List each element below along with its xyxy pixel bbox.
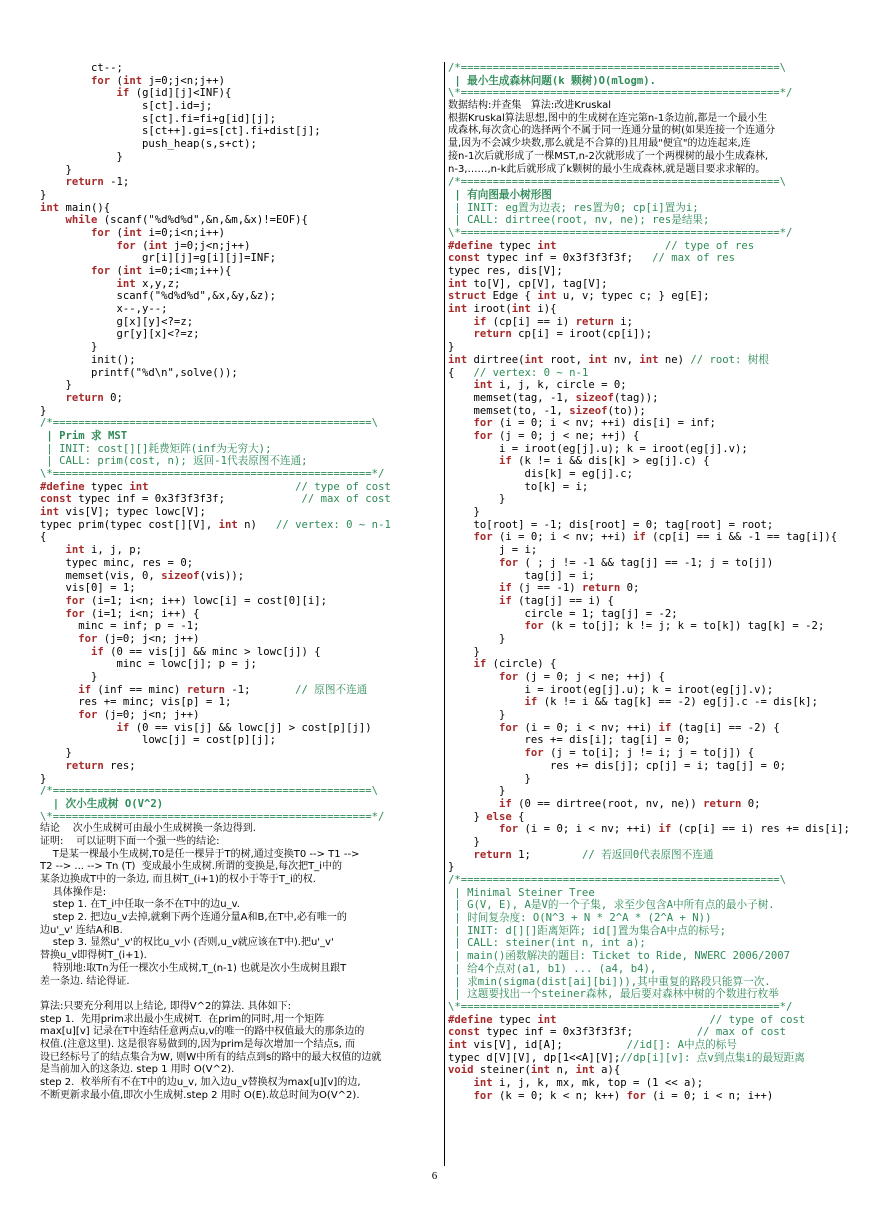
left-column-line: init(); (40, 353, 136, 366)
right-column-line: } (448, 645, 480, 658)
right-column-line: | 给4个点对(a1, b1) ... (a4, b4), (448, 962, 657, 975)
right-column-line: res += dis[i]; tag[i] = 0; (448, 734, 691, 747)
right-column-line: | INIT: d[][]距离矩阵; id[]置为集合A中点的标号; (448, 924, 727, 937)
right-column-line: | main()函数解决的题目: Ticket to Ride, NWERC 2006/2007 (448, 950, 791, 963)
right-column-line: int to[V], cp[V], tag[V]; (448, 277, 608, 290)
left-column-line: if (inf == minc) return -1; // 原图不连通 (78, 683, 368, 696)
left-column-line: for (int i=0;i<n;i++) (91, 226, 225, 239)
left-column-line: if (0 == vis[j] && lowc[j] > cost[p][j]) (116, 721, 372, 734)
right-column-line: } (448, 506, 480, 519)
left-column-line: } (40, 188, 47, 201)
left-column-line: for (int j=0;j<n;j++) (91, 74, 225, 87)
left-column-line: 权值.(注意这里). 这是很容易做到的,因为prim是每次增加一个结点s, 而 (40, 1038, 356, 1050)
right-column-line: 数据结构:并查集 算法:改进Kruskal (448, 100, 612, 112)
right-column-line: res += dis[j]; cp[j] = i; tag[j] = 0; (448, 759, 787, 772)
right-column-line: for (j = 0; j < ne; ++j) { (473, 429, 640, 442)
right-column-line: } (448, 341, 455, 354)
right-column-line: \*==================================================*/ (448, 226, 793, 239)
right-column-line: } (448, 709, 506, 722)
left-column-line: return 0; (65, 391, 123, 404)
left-column-line: } (40, 341, 98, 354)
left-column-line: 算法:只要充分利用以上结论, 即得V^2的算法. 具体如下: (40, 1000, 292, 1012)
right-column-line: } else { (448, 810, 525, 823)
right-column-line: typec res, dis[V]; (448, 265, 563, 277)
left-column-line: } (40, 747, 72, 760)
left-column-line: | INIT: cost[][]耗费矩阵(inf为无穷大); (40, 442, 272, 455)
right-column-line: /*==================================================\ (448, 176, 787, 189)
left-column-line: s[ct++].gi=s[ct].fi+dist[j]; (40, 125, 321, 138)
left-column-line: T2 --> ... --> Tn (T) 变成最小生成树.所谓的变换是,每次把T_i中的 (40, 861, 343, 873)
left-column-line: 特别地:取Tn为任一棵次小生成树,T_(n-1) 也就是次小生成树且跟T (40, 962, 347, 974)
left-column-line: push_heap(s,s+ct); (40, 138, 257, 151)
left-column-line: step 1. 在T_i中任取一条不在T中的边u_v. (40, 899, 240, 911)
right-column (448, 62, 850, 1102)
left-column-line: scanf("%d%d%d",&x,&y,&z); (40, 290, 276, 303)
left-column-line: 不断更新求最小值,即次小生成树.step 2 用时 O(E).故总时间为O(V^2). (40, 1089, 360, 1101)
left-column-line: for (int i=0;i<m;i++){ (91, 265, 232, 277)
right-column-line: for ( ; j != -1 && tag[j] == -1; j = to[j]) (499, 556, 774, 569)
left-column-line: T是某一棵最小生成树,T0是任一棵异于T的树,通过变换T0 --> T1 --> (40, 848, 360, 860)
left-column-line (40, 988, 442, 1001)
left-column-line: 具体操作是: (40, 886, 107, 898)
right-column-line: const typec inf = 0x3f3f3f3f; // max of res (448, 252, 736, 265)
right-column-line: | CALL: dirtree(root, nv, ne); res是结果; (448, 214, 710, 227)
left-column-line: } (40, 772, 47, 785)
left-column-line: } (40, 163, 72, 176)
left-column-line: typec minc, res = 0; (40, 556, 194, 569)
left-column-line: step 2. 把边u_v去掉,就剩下两个连通分量A和B,在T中,必有唯一的 (40, 912, 347, 924)
right-column-line: } (448, 835, 480, 848)
right-column-line: | CALL: steiner(int n, int a); (448, 937, 646, 950)
left-column-line: step 1. 先用prim求出最小生成树T. 在prim的同时,用一个矩阵 (40, 1013, 325, 1025)
left-column-line: gr[i][j]=g[i][j]=INF; (40, 252, 276, 265)
left-column-line: | 次小生成树 O(V^2) (40, 797, 164, 810)
right-column-line: int iroot(int i){ (448, 303, 557, 316)
left-column-line: memset(vis, 0, sizeof(vis)); (40, 569, 245, 582)
right-column-line: for (i = 0; i < nv; ++i) if (cp[i] == i) res += dis[i]; (499, 823, 850, 836)
right-column-line: for (k = to[j]; k != j; k = to[k]) tag[k] = -2; (524, 620, 825, 633)
right-column-line: | 求min(sigma(dist[ai][bi])),其中重复的路段只能算一次. (448, 975, 771, 988)
right-column-line: n-3,……,n-k此后就形成了k颗树的最小生成森林,就是题目要求求解的。 (448, 163, 766, 175)
right-column-line: if (tag[j] == i) { (499, 594, 614, 607)
right-column-line: for (j = to[i]; j != i; j = to[j]) { (524, 747, 755, 760)
right-column-line: circle = 1; tag[j] = -2; (448, 607, 678, 620)
left-column-line: int vis[V]; typec lowc[V]; (40, 506, 206, 519)
right-column-line: if (0 == dirtree(root, nv, ne)) return 0; (499, 797, 761, 810)
left-column-line: 设已经标号了的结点集合为W, 则W中所有的结点到s的路中的最大权值的边就 (40, 1051, 382, 1063)
right-column-line: { // vertex: 0 ~ n-1 (448, 366, 589, 379)
right-column-line: } (448, 861, 455, 874)
right-column-line: const typec inf = 0x3f3f3f3f; // max of cost (448, 1026, 787, 1039)
right-column-line: int i, j, k, mx, mk, top = (1 << a); (473, 1077, 704, 1089)
left-column-line: g[x][y]<?=z; (40, 315, 194, 328)
right-column-line: for (k = 0; k < n; k++) for (i = 0; i < n; i++) (473, 1089, 774, 1102)
right-column-line: | Minimal Steiner Tree (448, 886, 595, 899)
column-divider (444, 62, 445, 1166)
left-column-line: const typec inf = 0x3f3f3f3f; // max of cost (40, 493, 391, 506)
right-column-line: dis[k] = eg[j].c; (448, 468, 633, 480)
right-column-line: if (j == -1) return 0; (499, 582, 640, 595)
left-column-line: step 2. 枚举所有不在T中的边u_v, 加入边u_v替换权为max[u][v]的边, (40, 1077, 361, 1088)
left-column-line: | Prim 求 MST (40, 429, 128, 442)
right-column-line: memset(tag, -1, sizeof(tag)); (448, 391, 659, 404)
left-column-line: for (j=0; j<n; j++) (78, 632, 200, 645)
right-column-line: memset(to, -1, sizeof(to)); (448, 404, 646, 417)
left-column-line: int main(){ (40, 201, 111, 214)
left-column-line: if (0 == vis[j] && minc > lowc[j]) { (91, 645, 321, 658)
right-column-line: tag[j] = i; (448, 569, 595, 582)
right-column-line: for (i = 0; i < nv; ++i) dis[i] = inf; (473, 417, 716, 430)
left-column-line: \*==================================================*/ (40, 810, 385, 823)
right-column-line: /*==================================================\ (448, 62, 787, 74)
right-column-line: #define typec int // type of res (448, 239, 755, 252)
right-column-line: | 时间复杂度: O(N^3 + N * 2^A * (2^A + N)) (448, 912, 712, 925)
right-column-line: typec d[V][V], dp[1<<A][V];//dp[i][v]: 点v到点集i的最短距离 (448, 1051, 805, 1064)
right-column-line: j = i; (448, 544, 538, 557)
left-column-line: for (i=1; i<n; i++) lowc[i] = cost[0][i]; (65, 594, 328, 607)
right-column-line: if (circle) { (473, 658, 557, 671)
right-column-line: /*==================================================\ (448, 874, 787, 886)
left-column-line: for (int j=0;j<n;j++) (116, 239, 251, 252)
left-column-line: gr[y][x]<?=z; (40, 328, 200, 341)
right-column-line: } (448, 772, 531, 785)
right-column-line: return 1; // 若返回0代表原图不连通 (473, 848, 714, 861)
page-number: 6 (431, 1170, 438, 1182)
left-column-line: | CALL: prim(cost, n); 返回-1代表原图不连通; (40, 455, 308, 468)
right-column-line: | INIT: eg置为边表; res置为0; cp[i]置为i; (448, 201, 699, 214)
right-column-line: #define typec int // type of cost (448, 1013, 806, 1026)
left-column-line: /*==================================================\ (40, 785, 379, 798)
right-column-line: if (k != i && dis[k] > eg[j].c) { (499, 455, 710, 468)
right-column-line: int i, j, k, circle = 0; (473, 379, 627, 392)
left-column-line: int i, j, p; (65, 544, 143, 557)
left-column-line: return -1; (65, 176, 130, 189)
left-column-line: 证明: 可以证明下面一个强一些的结论: (40, 835, 220, 847)
right-column-line: int vis[V], id[A]; //id[]: A中点的标号 (448, 1038, 737, 1051)
right-column-line: | 这题要找出一个steiner森林, 最后要对森林中树的个数进行枚举 (448, 988, 779, 1001)
left-column-line: int x,y,z; (116, 277, 181, 290)
left-column-line: vis[0] = 1; (40, 582, 136, 595)
left-column-line: x--,y--; (40, 303, 168, 316)
left-column-line: typec prim(typec cost[][V], int n) // vertex: 0 ~ n-1 (40, 518, 391, 531)
right-column-line: return cp[i] = iroot(cp[i]); (473, 328, 653, 341)
left-column-line: if (g[id][j]<INF){ (116, 87, 232, 100)
left-column-line: /*==================================================\ (40, 417, 379, 430)
right-column-line: | 最小生成森林问题(k 颗树)O(mlogm). (448, 74, 656, 87)
left-column-line: #define typec int // type of cost (40, 480, 391, 493)
left-column-line: 某条边换成T中的一条边, 而且树T_(i+1)的权小于等于T_i的权. (40, 874, 316, 885)
right-column-line: \*==================================================*/ (448, 1000, 793, 1013)
right-column-line: 量,因为不会减少块数,那么就是不合算的)且用最"便宜"的边连起来,连 (448, 138, 751, 150)
left-column-line: } (40, 404, 47, 417)
left-column-line: max[u][v] 记录在T中连结任意两点u,v的唯一的路中权值最大的那条边的 (40, 1026, 365, 1038)
left-column-line: lowc[j] = cost[p][j]; (40, 734, 276, 747)
right-column-line: void steiner(int n, int a){ (448, 1064, 621, 1077)
right-column-line: 接n-1次后就形成了一棵MST,n-2次就形成了一个两棵树的最小生成森林, (448, 150, 769, 162)
left-column-line: 结论 次小生成树可由最小生成树换一条边得到. (40, 823, 256, 835)
right-column-line: for (j = 0; j < ne; ++j) { (499, 671, 665, 683)
right-column-line: i = iroot(eg[j].u); k = iroot(eg[j].v); (448, 442, 748, 455)
right-column-line: i = iroot(eg[j].u); k = iroot(eg[j].v); (448, 683, 774, 696)
left-column-line: ct--; (40, 62, 123, 74)
right-column-line: 根据Kruskal算法思想,图中的生成树在连完第n-1条边前,都是一个最小生 (448, 112, 768, 124)
left-column (40, 62, 442, 1102)
left-column-line: while (scanf("%d%d%d",&n,&m,&x)!=EOF){ (65, 214, 308, 227)
right-column-line: 成森林,每次贪心的选择两个不属于同一连通分量的树(如果连接一个连通分 (448, 125, 776, 137)
left-column-line: step 3. 显然u'_v'的权比u_v小 (否则,u_v就应该在T中).把u'_v' (40, 937, 334, 949)
left-column-line: } (40, 671, 98, 683)
left-column-line: printf("%d\n",solve()); (40, 366, 238, 379)
right-column-line: for (i = 0; i < nv; ++i) if (tag[i] == -2) { (499, 721, 780, 734)
left-column-line: for (i=1; i<n; i++) { (65, 607, 200, 620)
right-column-line: int dirtree(int root, int nv, int ne) // root: 树根 (448, 353, 769, 366)
left-column-line: } (40, 379, 72, 392)
left-column-line: minc = inf; p = -1; (40, 620, 200, 633)
left-column-line: } (40, 150, 123, 163)
right-column-line: if (cp[i] == i) return i; (473, 315, 633, 328)
left-column-line: 差一条边. 结论得证. (40, 975, 130, 987)
right-column-line: to[k] = i; (448, 480, 589, 493)
left-column-line: { (40, 531, 47, 544)
right-column-line: } (448, 785, 506, 798)
left-column-line: for (j=0; j<n; j++) (78, 709, 200, 722)
right-column-line: to[root] = -1; dis[root] = 0; tag[root] = root; (448, 518, 774, 531)
left-column-line: return res; (65, 759, 136, 772)
right-column-line: struct Edge { int u, v; typec c; } eg[E]; (448, 290, 710, 303)
right-column-line: | G(V, E), A是V的一个子集, 求至少包含A中所有点的最小子树. (448, 899, 775, 912)
right-column-line: \*==================================================*/ (448, 87, 793, 100)
left-column-line: \*==================================================*/ (40, 468, 385, 480)
left-column-line: res += minc; vis[p] = 1; (40, 696, 232, 709)
left-column-line: s[ct].fi=fi+g[id][j]; (40, 112, 276, 125)
right-column-line: } (448, 632, 506, 645)
left-column-line: 是当前加入的这条边. step 1 用时 O(V^2). (40, 1064, 235, 1076)
left-column-line: 边u'_v' 连结A和B. (40, 924, 123, 936)
left-column-line: 替换u_v即得树T_(i+1). (40, 950, 147, 962)
left-column-line: s[ct].id=j; (40, 100, 213, 113)
left-column-line: minc = lowc[j]; p = j; (40, 658, 257, 671)
right-column-line: | 有向图最小树形图 (448, 188, 552, 201)
right-column-line: for (i = 0; i < nv; ++i) if (cp[i] == i && -1 == tag[i]){ (473, 531, 838, 544)
right-column-line: } (448, 493, 506, 506)
right-column-line: if (k != i && tag[k] == -2) eg[j].c -= dis[k]; (524, 696, 818, 709)
